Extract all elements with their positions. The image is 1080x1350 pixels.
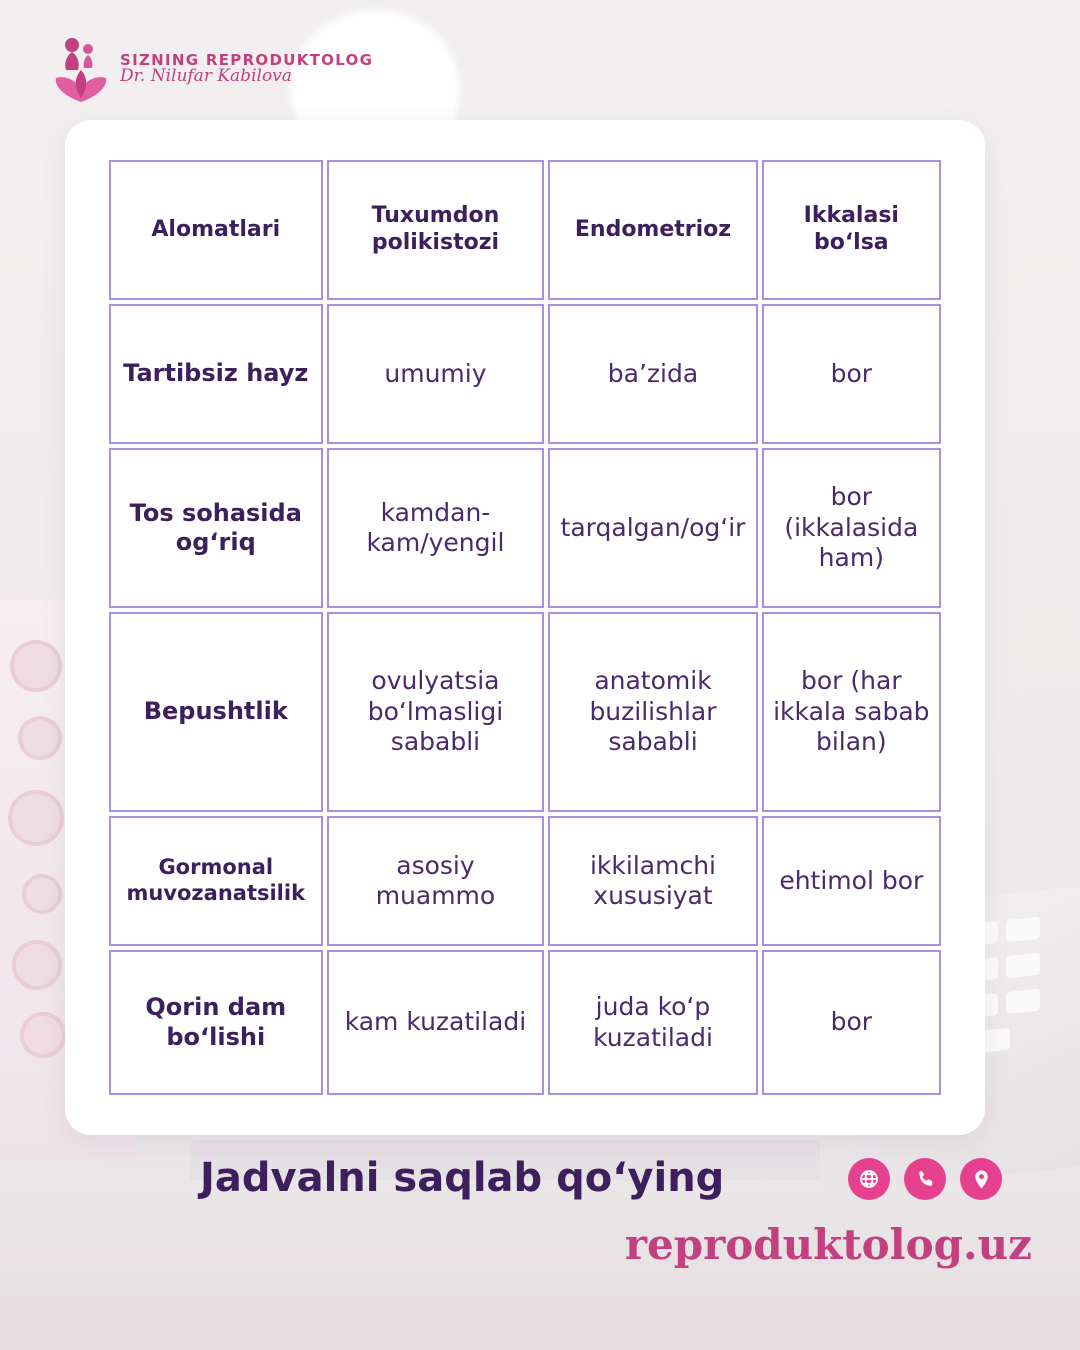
cell-endometriosis: ba’zida (548, 304, 757, 444)
website-url[interactable]: reproduktolog.uz (624, 1220, 1032, 1269)
location-pin-icon[interactable] (960, 1158, 1002, 1200)
table-row (109, 950, 941, 1095)
lotus-flower-icon (52, 36, 110, 102)
row-label: Tos sohasida og‘riq (109, 448, 323, 608)
table-row (109, 816, 941, 946)
row-label: Tartibsiz hayz (109, 304, 323, 444)
table-row (109, 448, 941, 608)
phone-icon[interactable] (904, 1158, 946, 1200)
brand-title: SIZNING REPRODUKTOLOG (120, 50, 374, 69)
globe-icon[interactable] (848, 1158, 890, 1200)
cell-endometriosis: tarqalgan/og‘ir (548, 448, 757, 608)
table-header-row (109, 160, 941, 300)
cell-pcos: asosiy muammo (327, 816, 545, 946)
save-table-cta: Jadvalni saqlab qo‘ying (200, 1155, 725, 1201)
cell-endometriosis: anatomik buzilishlar sababli (548, 612, 757, 812)
cell-both: bor (762, 950, 941, 1095)
cell-both: bor (ikkalasida ham) (762, 448, 941, 608)
table-row (109, 304, 941, 444)
cell-endometriosis: juda ko‘p kuzatiladi (548, 950, 757, 1095)
cell-both: bor (har ikkala sabab bilan) (762, 612, 941, 812)
social-icons (848, 1158, 1002, 1200)
table-header-both: Ikkalasi bo‘lsa (762, 160, 941, 300)
footer (0, 1130, 1080, 1350)
comparison-card (65, 120, 985, 1135)
row-label: Qorin dam bo‘lishi (109, 950, 323, 1095)
table-header-endometriosis: Endometrioz (548, 160, 757, 300)
table-row (109, 612, 941, 812)
cell-both: bor (762, 304, 941, 444)
cell-both: ehtimol bor (762, 816, 941, 946)
comparison-table (105, 156, 945, 1099)
brand-logo (52, 36, 373, 102)
row-label: Gormonal muvozanatsilik (109, 816, 323, 946)
cell-pcos: kam kuzatiladi (327, 950, 545, 1095)
table-header-pcos: Tuxumdon polikistozi (327, 160, 545, 300)
cell-endometriosis: ikkilamchi xususiyat (548, 816, 757, 946)
cell-pcos: ovulyatsia bo‘lmasligi sababli (327, 612, 545, 812)
cell-pcos: kamdan-kam/yengil (327, 448, 545, 608)
table-header-symptoms: Alomatlari (109, 160, 323, 300)
row-label: Bepushtlik (109, 612, 323, 812)
cell-pcos: umumiy (327, 304, 545, 444)
brand-subtitle: Dr. Nilufar Kabilova (120, 66, 292, 87)
